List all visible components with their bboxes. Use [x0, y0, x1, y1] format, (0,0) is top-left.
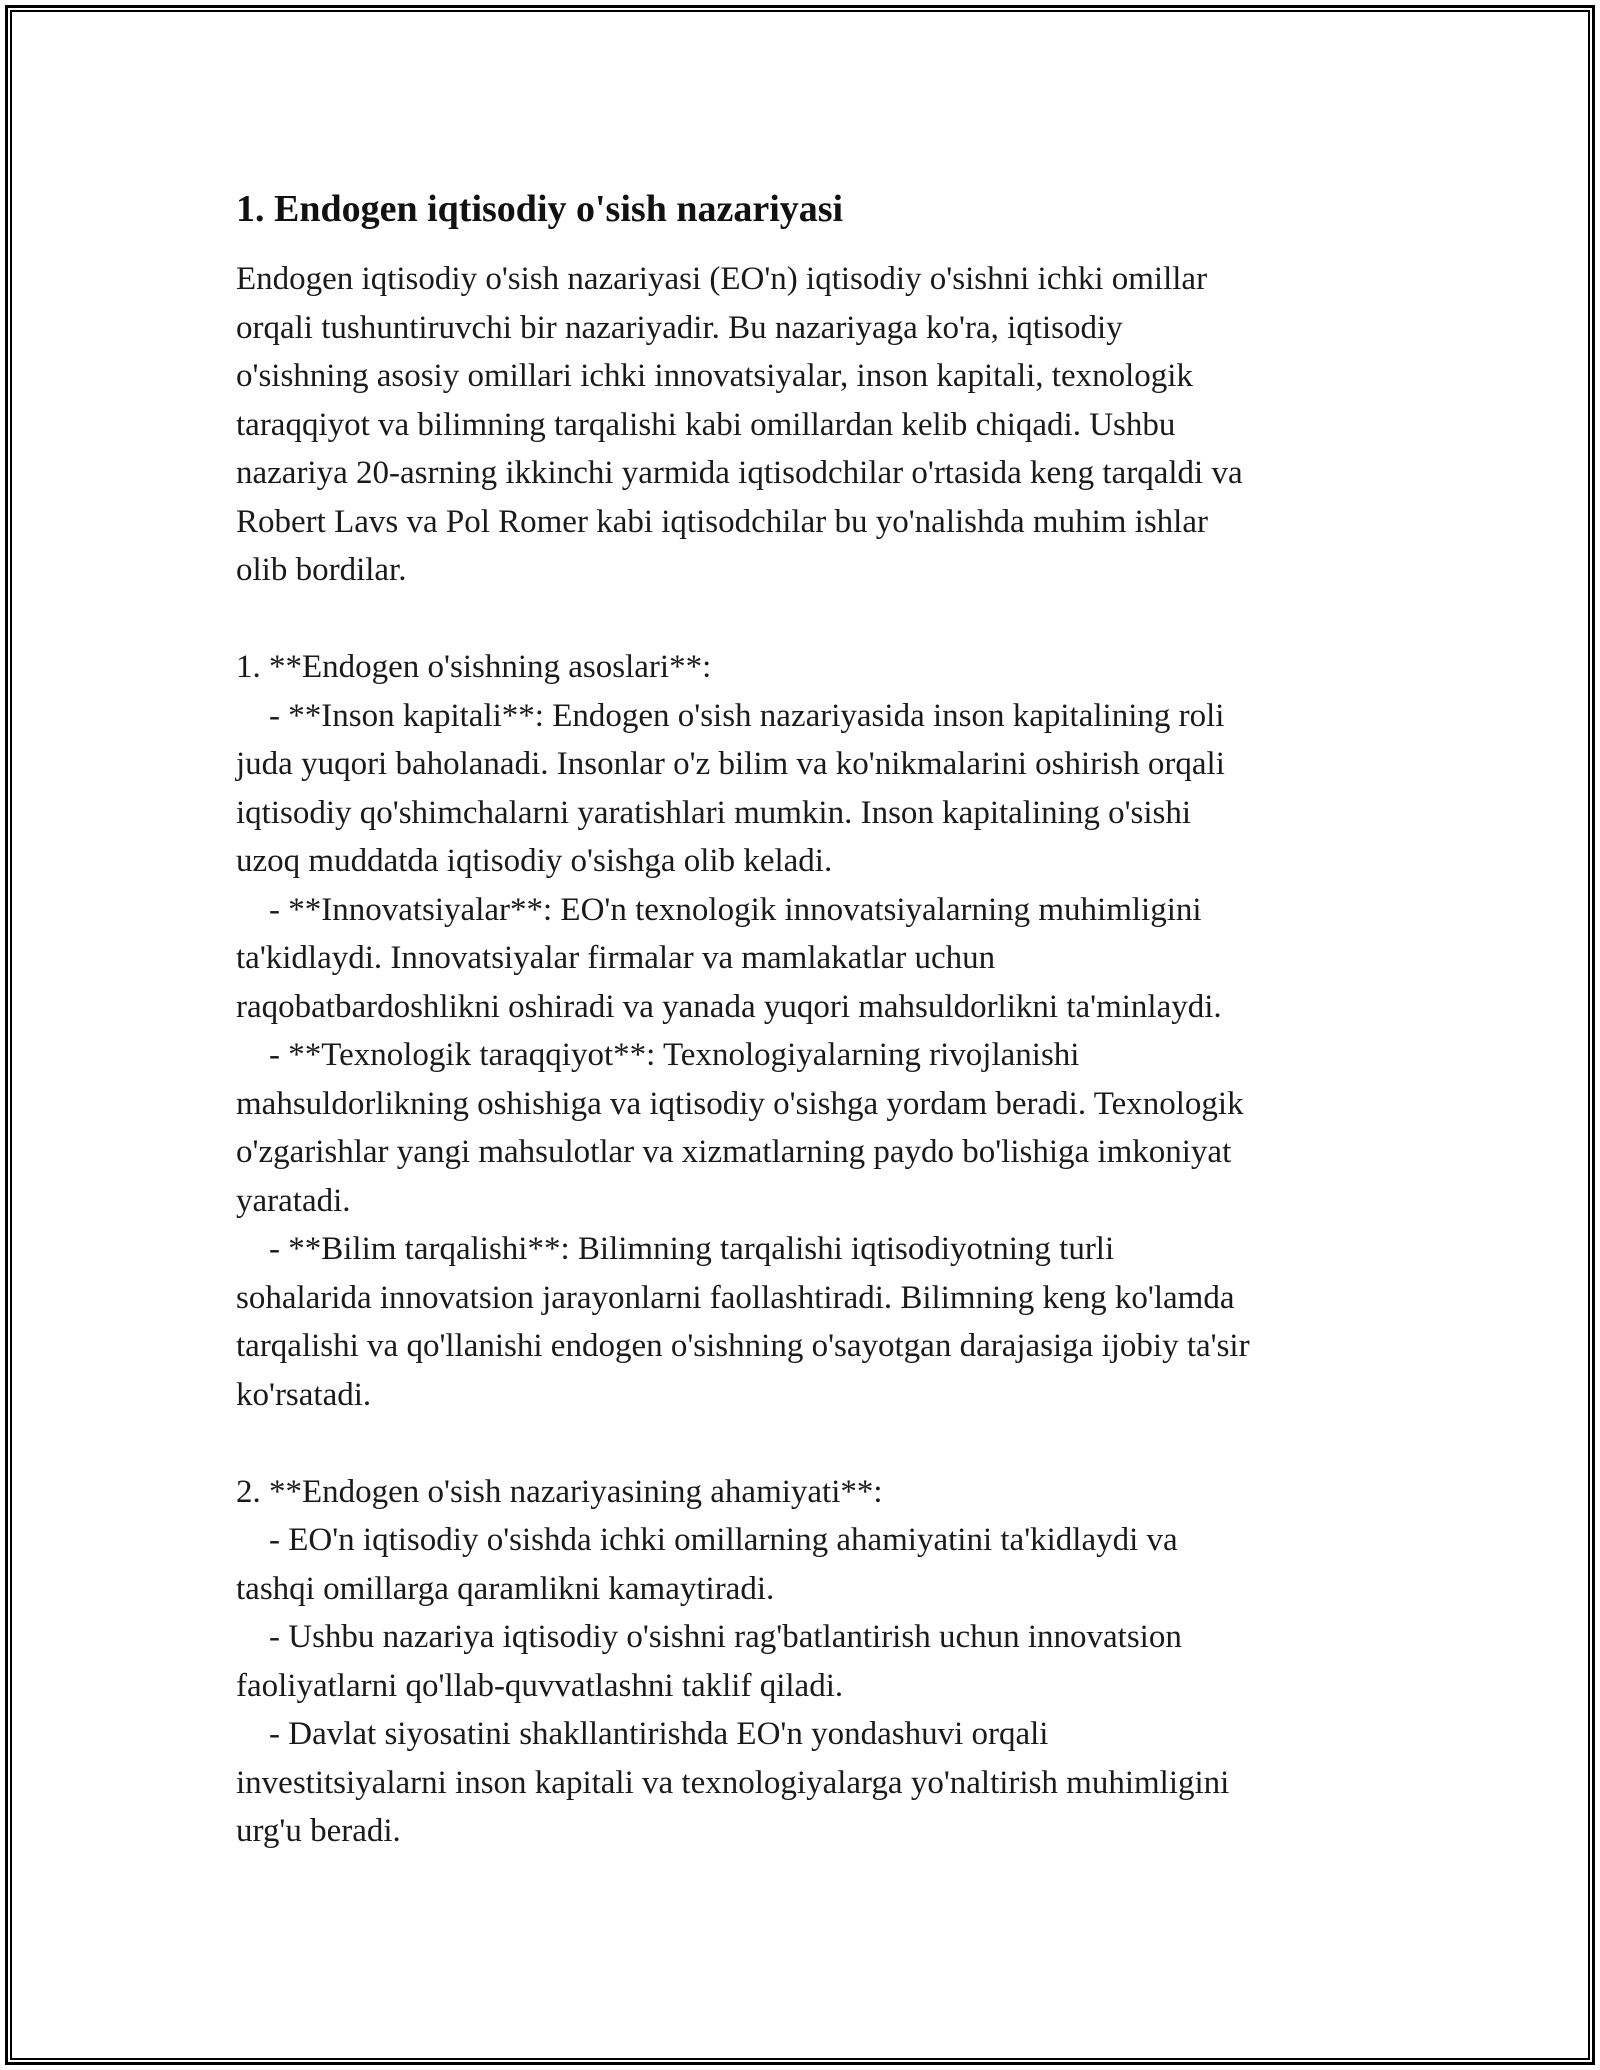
section-line: o'zgarishlar yangi mahsulotlar va xizmatlarning paydo bo'lishiga imkoniyat — [236, 1134, 1232, 1170]
section-line: uzoq muddatda iqtisodiy o'sishga olib keladi. — [236, 843, 833, 879]
paragraph-gap — [236, 595, 1386, 644]
section-line: - **Bilim tarqalishi**: Bilimning tarqalishi iqtisodiyotning turli — [236, 1231, 1115, 1267]
section-line: - **Inson kapitali**: Endogen o'sish nazariyasida inson kapitalining roli — [236, 697, 1225, 734]
section-line: - Davlat siyosatini shakllantirishda EO'n yondashuvi orqali — [236, 1716, 1049, 1752]
document-body — [236, 185, 1386, 1856]
section-line: tarqalishi va qo'llanishi endogen o'sishning o'sayotgan darajasiga ijobiy ta'sir — [236, 1328, 1250, 1364]
intro-line: olib bordilar. — [236, 552, 407, 588]
section-heading: 2. **Endogen o'sish nazariyasining ahamiyati**: — [236, 1473, 883, 1510]
intro-line: taraqqiyot va bilimning tarqalishi kabi omillardan kelib chiqadi. Ushbu — [236, 406, 1176, 443]
section-line: yaratadi. — [236, 1182, 351, 1219]
section-line: - EO'n iqtisodiy o'sishda ichki omillarning ahamiyatini ta'kidlaydi va — [236, 1522, 1178, 1558]
paragraph-gap — [236, 1419, 1386, 1468]
intro-line: o'sishning asosiy omillari ichki innovatsiyalar, inson kapitali, texnologik — [236, 358, 1193, 394]
section-line: ta'kidlaydi. Innovatsiyalar firmalar va mamlakatlar uchun — [236, 940, 996, 976]
section-line: mahsuldorlikning oshishiga va iqtisodiy o'sishga yordam beradi. Texnologik — [236, 1085, 1244, 1122]
section-line: faoliyatlarni qo'llab-quvvatlashni taklif qiladi. — [236, 1667, 844, 1704]
intro-paragraph — [236, 255, 1386, 595]
intro-line: Robert Lavs va Pol Romer kabi iqtisodchilar bu yo'nalishda muhim ishlar — [236, 503, 1208, 540]
section-line: tashqi omillarga qaramlikni kamaytiradi. — [236, 1570, 775, 1607]
section-line: - **Innovatsiyalar**: EO'n texnologik innovatsiyalarning muhimligini — [236, 891, 1202, 928]
document-title: 1. Endogen iqtisodiy o'sish nazariyasi — [236, 188, 844, 230]
section-heading: 1. **Endogen o'sishning asoslari**: — [236, 649, 712, 685]
section-line: urg'u beradi. — [236, 1813, 401, 1849]
section-line: raqobatbardoshlikni oshiradi va yanada yuqori mahsuldorlikni ta'minlaydi. — [236, 988, 1222, 1025]
section-line: ko'rsatadi. — [236, 1376, 372, 1413]
section-line: iqtisodiy qo'shimchalarni yaratishlari mumkin. Inson kapitalining o'sishi — [236, 794, 1192, 831]
section-importance — [236, 1468, 1386, 1856]
section-line: - **Texnologik taraqqiyot**: Texnologiyalarning rivojlanishi — [236, 1037, 1080, 1073]
section-line: sohalarida innovatsion jarayonlarni faollashtiradi. Bilimning keng ko'lamda — [236, 1279, 1235, 1316]
intro-line: Endogen iqtisodiy o'sish nazariyasi (EO'n) iqtisodiy o'sishni ichki omillar — [236, 261, 1208, 297]
section-line: - Ushbu nazariya iqtisodiy o'sishni rag'batlantirish uchun innovatsion — [236, 1619, 1182, 1655]
section-line: investitsiyalarni inson kapitali va texnologiyalarga yo'naltirish muhimligini — [236, 1764, 1230, 1801]
section-basics — [236, 643, 1386, 1419]
intro-line: nazariya 20-asrning ikkinchi yarmida iqtisodchilar o'rtasida keng tarqaldi va — [236, 455, 1243, 491]
section-line: juda yuqori baholanadi. Insonlar o'z bilim va ko'nikmalarini oshirish orqali — [236, 746, 1225, 782]
intro-line: orqali tushuntiruvchi bir nazariyadir. Bu nazariyaga ko'ra, iqtisodiy — [236, 309, 1123, 346]
